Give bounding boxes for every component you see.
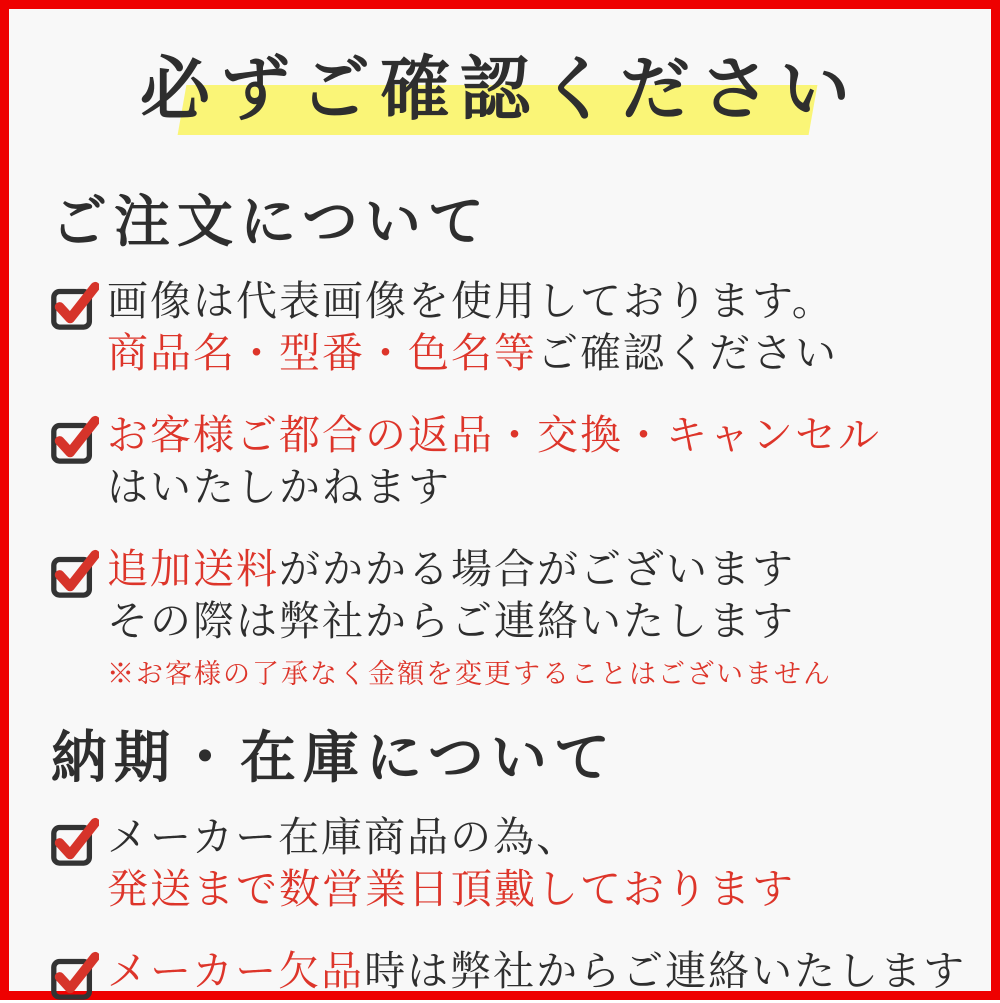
item-text: [107, 275, 838, 379]
checklist-item: [47, 409, 953, 513]
text-segment: がかかる場合がございます: [279, 545, 795, 593]
page-title: 必ずご確認ください: [140, 47, 860, 130]
text-segment: ご確認ください: [537, 329, 838, 377]
text-segment: メーカー在庫商品の為、: [107, 813, 580, 861]
checked-checkbox-icon: [49, 813, 99, 869]
title-block: [47, 39, 953, 147]
checked-checkbox-icon: [49, 277, 99, 333]
checklist-item: [47, 543, 953, 695]
text-segment-red: 商品名・型番・色名等: [107, 329, 537, 377]
checklist-item: [47, 945, 967, 1003]
text-segment: その際は弊社からご連絡いたします: [107, 597, 795, 645]
section-heading-stock: 納期・在庫について: [51, 725, 617, 791]
text-segment-red: メーカー欠品: [107, 947, 365, 995]
text-segment: 時は弊社からご連絡いたします: [364, 947, 967, 995]
item-text: [107, 409, 881, 513]
checklist-item: [47, 275, 953, 379]
checked-checkbox-icon: [49, 947, 99, 1003]
checklist-item: [47, 811, 953, 915]
text-segment: 画像は代表画像を使用しております。: [107, 277, 835, 325]
item-note: ※お客様の了承なく金額を変更することはございません: [107, 659, 832, 690]
text-segment-red: 追加送料: [107, 545, 279, 593]
text-segment-red: お客様ご都合の返品・交換・キャンセル: [107, 411, 881, 459]
item-text: [107, 811, 795, 915]
text-segment-red: 発送まで数営業日頂戴しております: [107, 865, 795, 913]
item-text: [107, 945, 966, 997]
text-segment: はいたしかねます: [107, 463, 451, 511]
checked-checkbox-icon: [49, 545, 99, 601]
checked-checkbox-icon: [49, 411, 99, 467]
item-text: [107, 543, 832, 695]
section-heading-order: ご注文について: [51, 189, 491, 255]
